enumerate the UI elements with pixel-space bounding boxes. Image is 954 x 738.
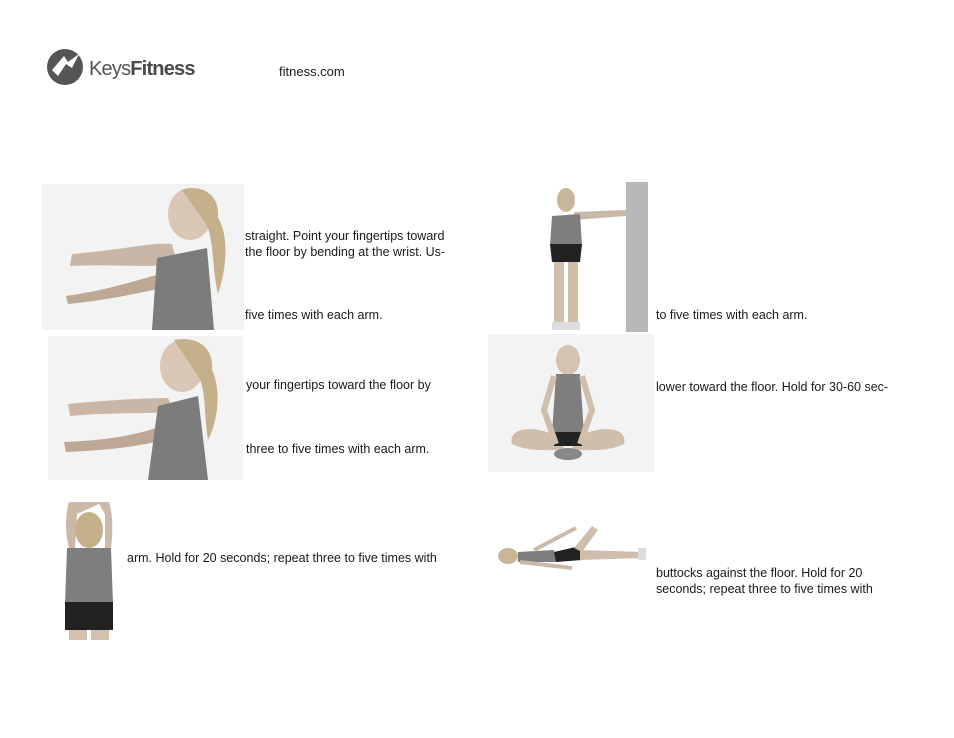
stretch-photo-2	[48, 336, 243, 480]
stretch-2-text-a: your fingertips toward the floor by	[246, 378, 431, 392]
stretch-photo-1	[42, 184, 244, 330]
stretch-photo-3	[55, 494, 123, 640]
stretch-1-text-c: five times with each arm.	[245, 308, 383, 322]
stretch-5-text-a: lower toward the floor. Hold for 30-60 sec-	[656, 380, 889, 394]
stretch-6-text-b: seconds; repeat three to five times with	[656, 582, 873, 596]
logo-wordmark	[89, 58, 195, 81]
stretch-1-text-a: straight. Point your fingertips toward	[245, 229, 445, 243]
site-url: fitness.com	[279, 64, 345, 79]
stretch-photo-6	[494, 520, 654, 574]
stretch-photo-4	[540, 182, 650, 332]
stretch-3-text-a: arm. Hold for 20 seconds; repeat three to five times with	[127, 551, 437, 565]
stretch-4-text-a: to five times with each arm.	[656, 308, 808, 322]
logo-keys: Keys	[89, 58, 131, 80]
stretch-2-text-b: three to five times with each arm.	[246, 442, 430, 456]
stretch-1-text-b: the floor by bending at the wrist. Us-	[245, 245, 446, 259]
logo-fitness: Fitness	[130, 58, 195, 80]
stretch-6-text-a: buttocks against the floor. Hold for 20	[656, 566, 863, 580]
keysfitness-logo-icon	[46, 46, 84, 86]
stretch-photo-5	[488, 334, 654, 472]
logo	[46, 46, 84, 86]
